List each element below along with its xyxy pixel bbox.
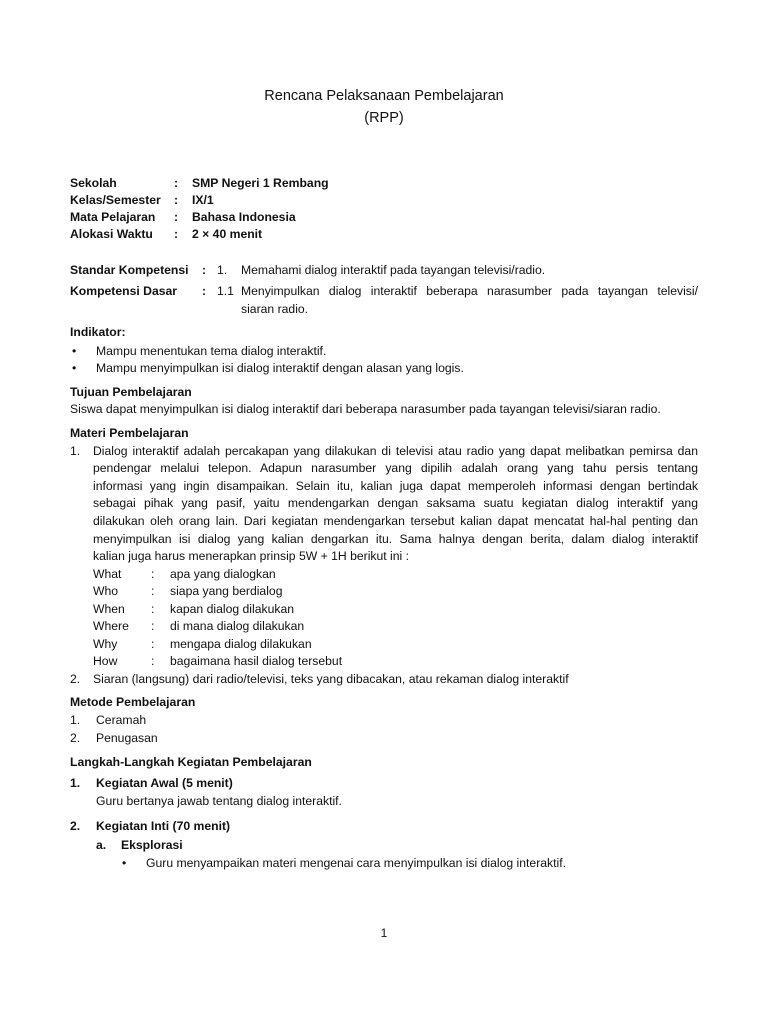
tujuan-heading: Tujuan Pembelajaran [70, 385, 192, 399]
standar-colon: : [202, 263, 207, 277]
identity-colon: : [174, 176, 179, 190]
identity-value-time: 2 × 40 menit [192, 227, 263, 241]
identity-label-subject: Mata Pelajaran [70, 210, 156, 224]
document-subtitle: (RPP) [364, 110, 404, 126]
bullet: • [72, 344, 77, 358]
identity-value-subject: Bahasa Indonesia [192, 210, 296, 224]
metode-heading: Metode Pembelajaran [70, 695, 196, 709]
materi-heading: Materi Pembelajaran [70, 426, 189, 440]
materi-item-number: 1. [70, 444, 81, 458]
five-w-word: What [93, 567, 122, 581]
standar-text: Memahami dialog interaktif pada tayangan televisi/radio. [241, 263, 546, 277]
metode-number: 1. [70, 713, 81, 727]
standar-number: 1. [217, 263, 228, 277]
eksplorasi-item: Guru menyampaikan materi mengenai cara menyimpulkan isi dialog interaktif. [146, 856, 566, 870]
bullet: • [122, 856, 127, 870]
materi-item-text: Siaran (langsung) dari radio/televisi, teks yang dibacakan, atau rekaman dialog interaktif [93, 672, 569, 686]
kompetensi-label: Kompetensi Dasar [70, 284, 178, 298]
kompetensi-text-line1: Menyimpulkan dialog interaktif beberapa narasumber pada tayangan televisi/ [241, 284, 698, 298]
five-w-word: Why [93, 637, 118, 651]
kompetensi-number: 1.1 [217, 284, 234, 298]
five-w-word: When [93, 602, 125, 616]
identity-label-school: Sekolah [70, 176, 117, 190]
standar-label: Standar Kompetensi [70, 263, 189, 277]
identity-colon: : [174, 193, 179, 207]
indikator-item: Mampu menyimpulkan isi dialog interaktif dengan alasan yang logis. [96, 361, 464, 375]
metode-item: Ceramah [96, 713, 147, 727]
eksplorasi-title: Eksplorasi [121, 838, 183, 852]
five-w-colon: : [151, 619, 155, 633]
five-w-colon: : [151, 654, 155, 668]
five-w-word: Who [93, 584, 119, 598]
kompetensi-text-line2: siaran radio. [241, 302, 309, 316]
langkah-inti-title: Kegiatan Inti (70 menit) [96, 819, 231, 833]
langkah-inti-number: 2. [70, 819, 81, 833]
langkah-heading: Langkah-Langkah Kegiatan Pembelajaran [70, 755, 312, 769]
five-w-word: How [93, 654, 118, 668]
five-w-desc: siapa yang berdialog [170, 584, 283, 598]
materi-paragraph-line: Dialog interaktif adalah percakapan yang dilakukan di televisi atau radio yang dapat melibatkan pemirsa dan [93, 444, 698, 458]
langkah-awal-text: Guru bertanya jawab tentang dialog interaktif. [96, 794, 342, 808]
identity-value-school: SMP Negeri 1 Rembang [192, 176, 329, 190]
materi-paragraph-line: pendengar melalui telepon. Adapun narasumber yang dipilih adalah orang yang tahu persis tentang [93, 461, 698, 475]
five-w-desc: mengapa dialog dilakukan [170, 637, 312, 651]
identity-colon: : [174, 227, 179, 241]
indikator-item: Mampu menentukan tema dialog interaktif. [96, 344, 327, 358]
identity-value-class: IX/1 [192, 193, 214, 207]
tujuan-text: Siswa dapat menyimpulkan isi dialog interaktif dari beberapa narasumber pada tayangan televisi/siaran radio. [70, 402, 661, 416]
metode-number: 2. [70, 731, 81, 745]
materi-paragraph-line: sebagai pihak yang pasif, yaitu mendengarkan dengan saksama suatu kegiatan dialog interaktif yang [93, 496, 698, 510]
five-w-desc: bagaimana hasil dialog tersebut [170, 654, 343, 668]
identity-label-time: Alokasi Waktu [70, 227, 153, 241]
document-title: Rencana Pelaksanaan Pembelajaran [264, 88, 504, 104]
five-w-desc: kapan dialog dilakukan [170, 602, 294, 616]
five-w-word: Where [93, 619, 129, 633]
identity-colon: : [174, 210, 179, 224]
five-w-colon: : [151, 637, 155, 651]
kompetensi-colon: : [202, 284, 207, 298]
materi-item-number: 2. [70, 672, 81, 686]
materi-paragraph-line: informasi yang ingin disampaikan. Selain itu, kalian juga dapat memperoleh informasi dengan bertindak [93, 479, 698, 493]
five-w-desc: di mana dialog dilakukan [170, 619, 305, 633]
langkah-awal-number: 1. [70, 776, 81, 790]
page-number: 1 [380, 926, 388, 940]
five-w-colon: : [151, 602, 155, 616]
identity-label-class: Kelas/Semester [70, 193, 161, 207]
eksplorasi-letter: a. [96, 838, 107, 852]
materi-paragraph-line: menyimpulkan isi dialog yang kalian dengarkan itu. Sama halnya dengan berita, dalam dialog interaktif [93, 532, 698, 546]
materi-paragraph-line: dilakukan oleh orang lain. Dari kegiatan mendengarkan tersebut kalian dapat mencatat hal-hal penting dan [93, 514, 698, 528]
bullet: • [72, 361, 77, 375]
metode-item: Penugasan [96, 731, 158, 745]
five-w-colon: : [151, 567, 155, 581]
five-w-desc: apa yang dialogkan [170, 567, 276, 581]
indikator-heading: Indikator: [70, 325, 126, 339]
materi-paragraph-line: kalian juga harus menerapkan prinsip 5W + 1H berikut ini : [93, 549, 410, 563]
langkah-awal-title: Kegiatan Awal (5 menit) [96, 776, 233, 790]
five-w-colon: : [151, 584, 155, 598]
